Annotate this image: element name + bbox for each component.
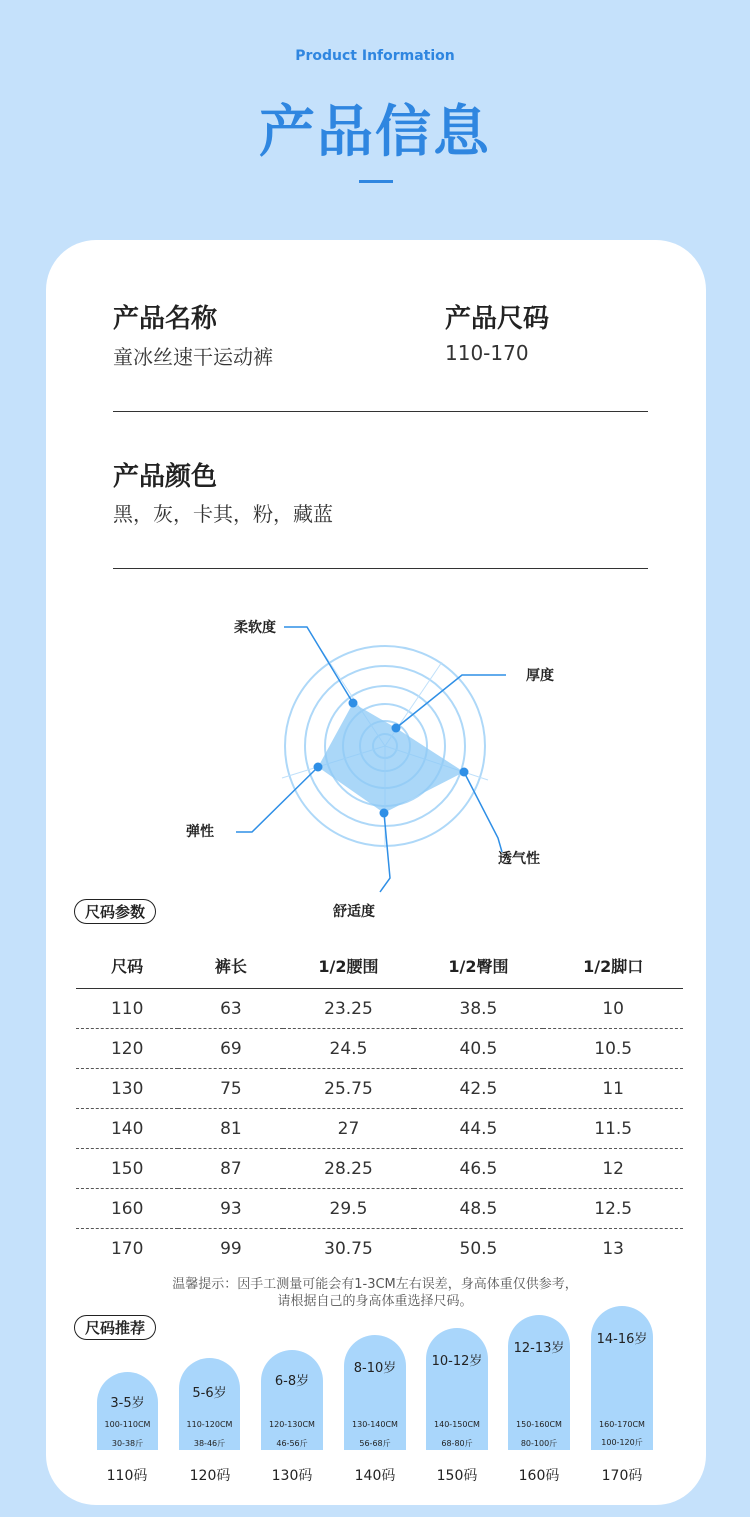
header-en-title: Product Information (295, 48, 455, 64)
recommend-bar (97, 1372, 158, 1450)
radar-chart (150, 600, 600, 930)
tip-line-1: 温馨提示：因手工测量可能会有1-3CM左右误差，身高体重仅供参考， (172, 1277, 578, 1292)
cell-size: 120 (76, 1029, 178, 1069)
recommend-bar (591, 1306, 653, 1450)
recommend-height: 160-170CM (599, 1420, 645, 1429)
cell-hem: 11.5 (543, 1109, 683, 1149)
cell-hem: 13 (602, 1238, 624, 1259)
recommend-code: 140码 (354, 1468, 396, 1484)
cell-hip: 42.5 (414, 1069, 544, 1109)
recommend-weight: 100-120斤 (601, 1438, 643, 1447)
recommend-age: 3-5岁 (110, 1396, 145, 1411)
size-table (76, 942, 683, 1268)
divider-line (113, 568, 648, 569)
recommend-age: 10-12岁 (431, 1354, 483, 1369)
radar-label-elasticity: 弹性 (186, 824, 214, 840)
recommend-weight: 68-80斤 (441, 1439, 473, 1448)
cell-size: 170 (110, 1238, 144, 1259)
radar-label-breathability: 透气性 (498, 851, 540, 867)
cell-hem: 12.5 (543, 1189, 683, 1229)
table-row (76, 989, 683, 1029)
recommend-age: 5-6岁 (192, 1386, 227, 1401)
recommend-age: 8-10岁 (353, 1361, 397, 1376)
cell-length: 69 (178, 1029, 283, 1069)
cell-hip: 50.5 (459, 1238, 498, 1259)
recommend-code: 130码 (271, 1468, 313, 1484)
recommend-height: 100-110CM (104, 1420, 151, 1429)
header-length: 裤长 (178, 942, 283, 989)
recommend-bar (261, 1350, 323, 1450)
recommend-height: 120-130CM (269, 1420, 315, 1429)
recommend-age: 6-8岁 (274, 1374, 310, 1389)
cell-hip: 38.5 (414, 989, 544, 1029)
recommend-weight: 46-56斤 (276, 1439, 308, 1448)
table-row (76, 1229, 683, 1269)
recommend-height: 130-140CM (352, 1420, 398, 1429)
table-row (76, 1149, 683, 1189)
cell-hip: 48.5 (414, 1189, 544, 1229)
table-row (76, 1109, 683, 1149)
page-title: 产品信息 (259, 100, 491, 165)
cell-hem: 12 (543, 1149, 683, 1189)
recommend-code: 170码 (601, 1468, 643, 1484)
cell-waist: 23.25 (283, 989, 413, 1029)
table-row (76, 1069, 683, 1109)
recommend-weight: 38-46斤 (193, 1439, 226, 1448)
radar-label-comfort: 舒适度 (333, 904, 375, 920)
product-size-label: 产品尺码 (445, 304, 550, 334)
recommend-weight: 30-38斤 (111, 1439, 144, 1448)
cell-hip: 44.5 (414, 1109, 544, 1149)
header-hip: 1/2臀围 (414, 942, 544, 989)
cell-hip: 46.5 (414, 1149, 544, 1189)
radar-label-thickness: 厚度 (526, 668, 554, 684)
divider-line (113, 411, 648, 412)
recommend-height: 140-150CM (434, 1420, 480, 1429)
header-hem: 1/2脚口 (543, 942, 683, 989)
recommend-code: 150码 (436, 1468, 478, 1484)
cell-waist: 29.5 (283, 1189, 413, 1229)
title-divider (359, 180, 393, 183)
cell-size: 130 (76, 1069, 178, 1109)
header-waist: 1/2腰围 (283, 942, 413, 989)
recommend-bar (179, 1358, 240, 1450)
recommend-code: 160码 (518, 1468, 560, 1484)
size-table-title: 尺码参数 (74, 899, 156, 924)
cell-length: 93 (178, 1189, 283, 1229)
radar-area (318, 703, 464, 813)
cell-length: 81 (178, 1109, 283, 1149)
cell-size: 160 (76, 1189, 178, 1229)
recommend-height: 110-120CM (186, 1420, 233, 1429)
cell-length: 63 (178, 989, 283, 1029)
recommend-code: 120码 (189, 1468, 231, 1484)
cell-waist: 24.5 (283, 1029, 413, 1069)
tip-line-2: 请根据自己的身高体重选择尺码。 (277, 1294, 473, 1309)
radar-label-softness: 柔软度 (234, 620, 276, 636)
cell-hem: 10.5 (543, 1029, 683, 1069)
header-size: 尺码 (76, 942, 178, 989)
recommend-weight: 80-100斤 (520, 1439, 558, 1448)
cell-size: 110 (76, 989, 178, 1029)
cell-waist: 28.25 (283, 1149, 413, 1189)
cell-length: 87 (178, 1149, 283, 1189)
cell-waist: 30.75 (324, 1238, 373, 1259)
cell-hip: 40.5 (414, 1029, 544, 1069)
table-row (76, 1189, 683, 1229)
cell-hem: 10 (543, 989, 683, 1029)
product-name-value: 童冰丝速干运动裤 (113, 345, 273, 369)
size-table-header (76, 942, 683, 989)
recommend-height: 150-160CM (516, 1420, 562, 1429)
recommend-code: 110码 (106, 1468, 148, 1484)
product-name-label: 产品名称 (113, 304, 218, 334)
cell-size: 150 (76, 1149, 178, 1189)
table-row (76, 1029, 683, 1069)
recommend-bar (426, 1328, 488, 1450)
product-color-value: 黑，灰，卡其，粉，藏蓝 (113, 502, 333, 526)
product-color-label: 产品颜色 (113, 462, 218, 492)
recommend-bar (344, 1335, 406, 1450)
recommend-weight: 56-68斤 (359, 1439, 391, 1448)
recommend-age: 14-16岁 (596, 1332, 648, 1347)
cell-length: 99 (220, 1238, 242, 1259)
cell-hem: 11 (543, 1069, 683, 1109)
product-size-value: 110-170 (445, 341, 529, 365)
cell-length: 75 (178, 1069, 283, 1109)
recommend-age: 12-13岁 (513, 1341, 565, 1356)
recommend-bar (508, 1315, 570, 1450)
cell-waist: 25.75 (283, 1069, 413, 1109)
cell-waist: 27 (283, 1109, 413, 1149)
recommend-title: 尺码推荐 (74, 1315, 156, 1340)
cell-size: 140 (76, 1109, 178, 1149)
